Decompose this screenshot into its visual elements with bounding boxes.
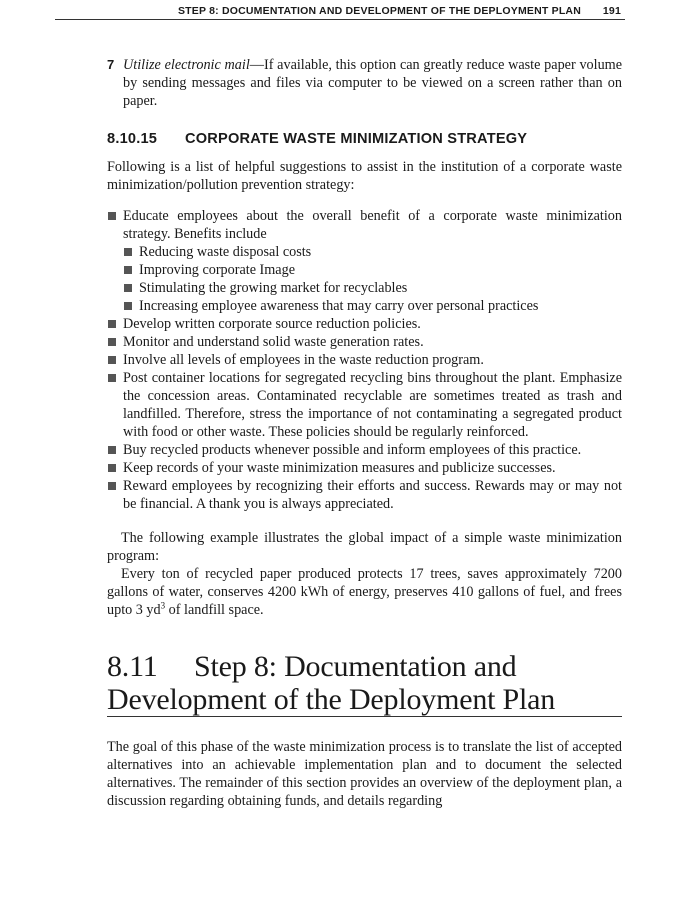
- list-item-text: Reducing waste disposal costs: [139, 244, 312, 260]
- item-text: —If available, this option can greatly reduce waste paper volume by sending messages and files via computer to be viewed on a screen rather than on paper.: [123, 57, 623, 109]
- square-bullet-icon: [124, 302, 132, 310]
- example-text-end: of landfill space.: [165, 602, 264, 618]
- section-heading: [107, 131, 622, 151]
- list-item-text: Monitor and understand solid waste generation rates.: [123, 334, 424, 350]
- major-section-title-line2: Development of the Deployment Plan: [107, 682, 556, 716]
- bullet-list: [107, 207, 622, 513]
- item-title: Utilize electronic mail: [123, 57, 250, 73]
- page-content: [107, 56, 622, 810]
- superscript: 3: [160, 600, 166, 611]
- square-bullet-icon: [124, 266, 132, 274]
- square-bullet-icon: [108, 374, 116, 382]
- sub-list-item: [107, 243, 622, 261]
- list-item: [107, 459, 622, 477]
- list-item-text: Buy recycled products whenever possible and inform employees of this practice.: [123, 442, 582, 458]
- section-intro: Following is a list of helpful suggestions to assist in the institution of a corporate waste minimization/pollution prevention strategy:: [107, 159, 622, 193]
- example-paragraph: [107, 565, 622, 619]
- list-item-text: Develop written corporate source reduction policies.: [123, 316, 421, 332]
- section-number: 8.10.15: [107, 131, 158, 147]
- major-section-title-line1: Step 8: Documentation and: [194, 650, 517, 683]
- list-item-text: Reward employees by recognizing their efforts and success. Rewards may or may not be financial. A thank you is always appreciated.: [123, 478, 622, 512]
- list-item-text: Increasing employee awareness that may carry over personal practices: [139, 298, 539, 314]
- square-bullet-icon: [108, 356, 116, 364]
- example-text: Every ton of recycled paper produced protects 17 trees, saves approximately 7200 gallons of water, conserves 4200 kWh of energy, preserves 410 gallons of fuel, and frees upto 3 yd: [107, 566, 622, 618]
- list-item-text: Improving corporate Image: [139, 262, 296, 278]
- numbered-item-7: [107, 56, 622, 110]
- section-title: CORPORATE WASTE MINIMIZATION STRATEGY: [185, 131, 528, 147]
- list-item-text: Educate employees about the overall benefit of a corporate waste minimization strategy. Benefits include: [123, 208, 622, 242]
- running-head-title: STEP 8: DOCUMENTATION AND DEVELOPMENT OF THE DEPLOYMENT PLAN: [177, 5, 581, 17]
- running-head: [55, 4, 625, 20]
- square-bullet-icon: [108, 338, 116, 346]
- example-intro: The following example illustrates the global impact of a simple waste minimization program:: [107, 530, 622, 564]
- list-item-text: Keep records of your waste minimization measures and publicize successes.: [123, 460, 556, 476]
- list-item: [107, 207, 622, 243]
- list-item: [107, 369, 622, 441]
- square-bullet-icon: [108, 464, 116, 472]
- list-item-text: Post container locations for segregated recycling bins throughout the plant. Emphasize the concession areas. Contaminated recyclable are sometimes treated as trash and landfilled. Therefore, stress the importance of not contaminating a segregated product with food or other waste. These policies should be regularly reinforced.: [123, 370, 622, 440]
- sub-list-item: [107, 261, 622, 279]
- square-bullet-icon: [108, 482, 116, 490]
- list-item-text: Stimulating the growing market for recyclables: [139, 280, 408, 296]
- square-bullet-icon: [108, 320, 116, 328]
- square-bullet-icon: [124, 248, 132, 256]
- major-section-heading: [107, 651, 622, 717]
- list-item: [107, 477, 622, 513]
- list-item: [107, 315, 622, 333]
- list-item-text: Involve all levels of employees in the waste reduction program.: [123, 352, 484, 368]
- list-item: [107, 333, 622, 351]
- page-number: 191: [602, 5, 621, 17]
- list-item: [107, 441, 622, 459]
- goal-paragraph: The goal of this phase of the waste minimization process is to translate the list of accepted alternatives into an achievable implementation plan and to document the selected alternatives. The remainder of this section provides an overview of the deployment plan, a discussion regarding obtaining funds, and details regarding: [107, 739, 622, 809]
- major-section-number: 8.11: [107, 650, 158, 683]
- sub-list-item: [107, 279, 622, 297]
- item-number: 7: [107, 57, 115, 72]
- sub-list-item: [107, 297, 622, 315]
- list-item: [107, 351, 622, 369]
- square-bullet-icon: [108, 446, 116, 454]
- square-bullet-icon: [124, 284, 132, 292]
- square-bullet-icon: [108, 212, 116, 220]
